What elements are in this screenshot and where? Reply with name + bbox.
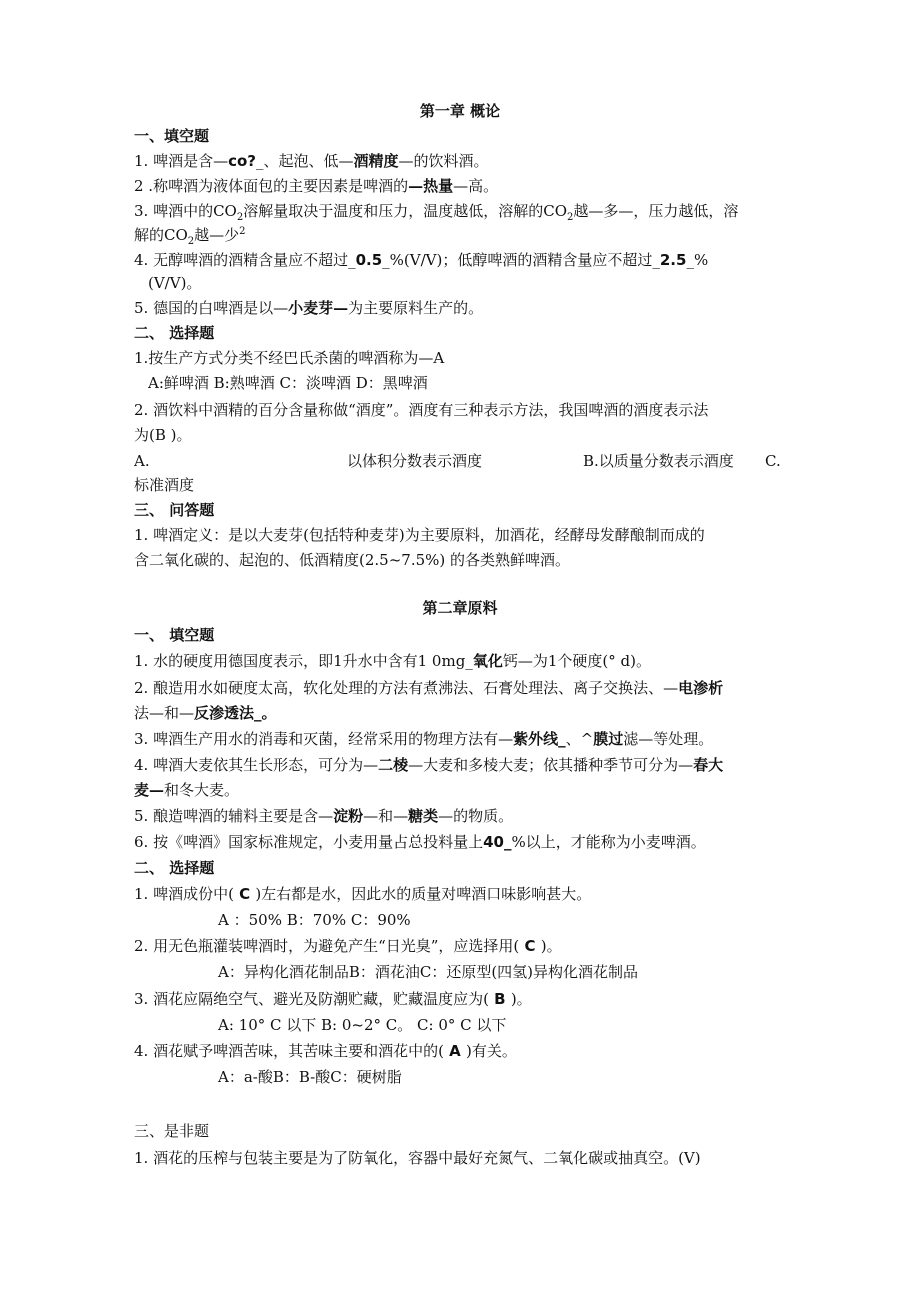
ch2-fill-q1: 1. 水的硬度用德国度表示，即1升水中含有1 0mg_氧化钙—为1个硬度(° d)。 (134, 652, 651, 670)
ch1-fill-q1: 1. 啤酒是含—co?_、起泡、低—酒精度—的饮料酒。 (134, 152, 489, 170)
ch2-fill-heading: 一、 填空题 (134, 626, 215, 644)
ch2-choice-q2-options: A：异构化酒花制品B：酒花油C：还原型(四氢)异构化酒花制品 (218, 963, 639, 981)
ch1-fill-q5: 5. 德国的白啤酒是以—小麦芽—为主要原料生产的。 (134, 299, 484, 317)
ch2-choice-q1: 1. 啤酒成份中( C )左右都是水，因此水的质量对啤酒口味影响甚大。 (134, 885, 592, 903)
ch1-choice-q1-options: A:鲜啤酒 B:熟啤酒 C：淡啤酒 D：黑啤酒 (148, 374, 428, 392)
ch2-fill-q4-line2: 麦—和冬大麦。 (134, 781, 240, 799)
ch2-fill-q5: 5. 酿造啤酒的辅料主要是含—淀粉—和—糖类—的物质。 (134, 807, 514, 825)
ch2-choice-q3-options: A: 10° C 以下 B: 0~2° C。 C: 0° C 以下 (218, 1016, 507, 1034)
ch1-qa1-line1: 1. 啤酒定义：是以大麦芽(包括特种麦芽)为主要原料，加酒花，经酵母发酵酿制而成的 (134, 526, 705, 544)
ch1-choice-q1: 1.按生产方式分类不经巴氏杀菌的啤酒称为—A (134, 349, 445, 367)
ch1-fill-q4-line1: 4. 无醇啤酒的酒精含量应不超过_0.5_%(V/V)；低醇啤酒的酒精含量应不超过_2.5_% (134, 251, 709, 269)
ch2-choice-q4-options: A：a-酸B：B-酸C：硬树脂 (218, 1068, 402, 1086)
ch1-fill-q3-line2: 解的$CO_2$越—少$^2$ (134, 226, 246, 247)
ch2-fill-q2-line2: 法—和—反渗透法_。 (134, 704, 277, 722)
ch2-truefalse-q1: 1. 酒花的压榨与包装主要是为了防氧化，容器中最好充氮气、二氧化碳或抽真空。(V) (134, 1149, 701, 1167)
ch2-fill-q3: 3. 啤酒生产用水的消毒和灭菌，经常采用的物理方法有—紫外线_、^膜过滤—等处理。 (134, 730, 714, 748)
ch1-fill-q4-line2: (V/V)。 (148, 274, 202, 292)
ch1-fill-heading: 一、填空题 (134, 127, 210, 145)
ch1-choice-q2-option-c: 标准酒度 (134, 476, 195, 494)
ch1-choice-q2-line1: 2. 酒饮料中酒精的百分含量称做“酒度”。酒度有三种表示方法，我国啤酒的酒度表示法 (134, 401, 709, 419)
ch2-fill-q2-line1: 2. 酿造用水如硬度太高，软化处理的方法有煮沸法、石膏处理法、离子交换法、—电渗析 (134, 679, 724, 697)
ch2-truefalse-heading: 三、是非题 (134, 1122, 210, 1140)
ch1-qa1-line2: 含二氧化碳的、起泡的、低酒精度(2.5~7.5%) 的各类熟鲜啤酒。 (134, 551, 571, 569)
ch1-choice-q2-options: A. 以体积分数表示酒度 B.以质量分数表示酒度 C. (134, 452, 781, 470)
ch1-fill-q3-line1: 3. 啤酒中的$CO_2$溶解量取决于温度和压力，温度越低，溶解的$CO_2$越—多—，压力越低，溶 (134, 202, 739, 223)
ch1-fill-q2: 2 .称啤酒为液体面包的主要因素是啤酒的—热量—高。 (134, 177, 499, 195)
ch1-choice-heading: 二、 选择题 (134, 324, 215, 342)
ch1-qa-heading: 三、 问答题 (134, 501, 215, 519)
chapter-2-title: 第二章原料 (422, 599, 498, 617)
ch2-fill-q4-line1: 4. 啤酒大麦依其生长形态，可分为—二棱—大麦和多棱大麦；依其播种季节可分为—春大 (134, 756, 724, 774)
ch2-choice-q2: 2. 用无色瓶灌装啤酒时，为避免产生“日光臭”，应选择用( C )。 (134, 937, 562, 955)
ch1-choice-q2-line2: 为(B )。 (134, 426, 192, 444)
ch2-choice-q3: 3. 酒花应隔绝空气、避光及防潮贮藏，贮藏温度应为( B )。 (134, 990, 532, 1008)
ch2-fill-q6: 6. 按《啤酒》国家标准规定，小麦用量占总投料量上40_%以上，才能称为小麦啤酒。 (134, 833, 706, 851)
ch2-choice-heading: 二、 选择题 (134, 859, 215, 877)
chapter-1-title: 第一章 概论 (419, 102, 501, 120)
ch2-choice-q4: 4. 酒花赋予啤酒苦味，其苦味主要和酒花中的( A )有关。 (134, 1042, 517, 1060)
ch2-choice-q1-options: A ：50% B：70% C：90% (218, 911, 411, 929)
